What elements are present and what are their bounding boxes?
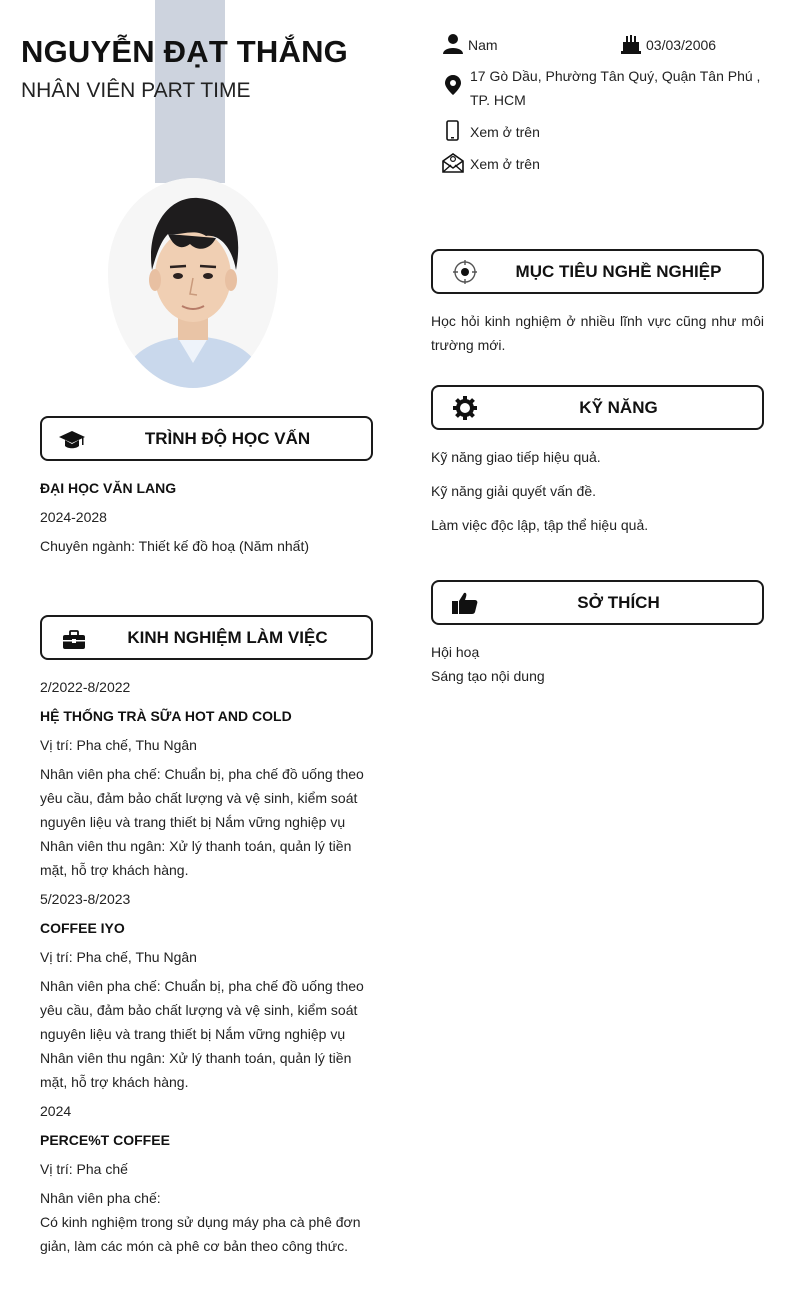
hobby-item-1: Hội hoạ (431, 644, 480, 660)
target-icon (451, 260, 479, 284)
user-icon (442, 33, 464, 55)
job-2-company: COFFEE IYO (40, 920, 125, 936)
phone-icon (442, 120, 464, 142)
profile-photo (108, 178, 278, 388)
contact-email (442, 152, 642, 176)
cake-icon (620, 33, 642, 55)
job-1-company: HỆ THỐNG TRÀ SỮA HOT AND COLD (40, 708, 292, 724)
job-3-period: 2024 (40, 1103, 72, 1119)
education-major: Chuyên ngành: Thiết kế đồ hoạ (Năm nhất) (40, 538, 310, 554)
address-value: 17 Gò Dầu, Phường Tân Quý, Quận Tân Phú , TP. HCM (470, 68, 761, 108)
contact-phone (442, 120, 642, 144)
contact-address (442, 64, 772, 112)
skill-item-1: Kỹ năng giao tiếp hiệu quả. (431, 449, 601, 465)
hobbies-header (431, 580, 764, 625)
job-1-position: Vị trí: Pha chế, Thu Ngân (40, 737, 197, 753)
job-2-description: Nhân viên pha chế: Chuẩn bị, pha chế đồ uống theo yêu cầu, đảm bảo chất lượng và vệ sinh, kiểm soát nguyên liệu và trang thiết bị Nắm vững nghiệp vụ Nhân viên thu ngân: Xử lý thanh toán, quản lý tiền mặt, hỗ trợ khách hàng. (40, 978, 364, 1090)
skills-header (431, 385, 764, 430)
job-1-period: 2/2022-8/2022 (40, 679, 131, 695)
job-3-company: PERCE%T COFFEE (40, 1132, 170, 1148)
skill-item-2: Kỹ năng giải quyết vấn đề. (431, 483, 597, 499)
briefcase-icon (60, 628, 88, 652)
contact-gender (442, 33, 612, 57)
objective-title: MỤC TIÊU NGHỀ NGHIỆP (515, 261, 722, 281)
hobby-item-2: Sáng tạo nội dung (431, 668, 545, 684)
map-pin-icon (442, 74, 464, 96)
experience-header (40, 615, 373, 660)
education-years: 2024-2028 (40, 509, 107, 525)
objective-text: Học hỏi kinh nghiệm ở nhiều lĩnh vực cũng như môi trường mới. (431, 313, 764, 353)
graduation-cap-icon (58, 428, 86, 452)
job-title: NHÂN VIÊN PART TIME (21, 79, 251, 102)
education-school: ĐẠI HỌC VĂN LANG (40, 480, 177, 496)
skills-title: KỸ NĂNG (579, 397, 658, 417)
job-2-period: 5/2023-8/2023 (40, 891, 131, 907)
phone-value: Xem ở trên (470, 124, 540, 140)
education-header (40, 416, 373, 461)
thumbs-up-icon (451, 591, 479, 615)
candidate-name: NGUYỄN ĐẠT THẮNG (21, 34, 348, 69)
experience-title: KINH NGHIỆM LÀM VIỆC (127, 627, 328, 647)
contact-birthdate (620, 33, 770, 57)
job-3-description: Nhân viên pha chế: Có kinh nghiệm trong sử dụng máy pha cà phê đơn giản, làm các món cà phê cơ bản theo công thức. (40, 1190, 361, 1254)
job-1-description: Nhân viên pha chế: Chuẩn bị, pha chế đồ uống theo yêu cầu, đảm bảo chất lượng và vệ sinh, kiểm soát nguyên liệu và trang thiết bị Nắm vững nghiệp vụ Nhân viên thu ngân: Xử lý thanh toán, quản lý tiền mặt, hỗ trợ khách hàng. (40, 766, 364, 878)
job-3-position: Vị trí: Pha chế (40, 1161, 128, 1177)
skill-item-3: Làm việc độc lập, tập thể hiệu quả. (431, 517, 649, 533)
gear-icon (451, 396, 479, 420)
birthdate-value: 03/03/2006 (646, 37, 717, 53)
job-2-position: Vị trí: Pha chế, Thu Ngân (40, 949, 197, 965)
education-title: TRÌNH ĐỘ HỌC VẤN (144, 428, 311, 448)
objective-header (431, 249, 764, 294)
gender-value: Nam (468, 37, 498, 53)
mail-icon (442, 152, 464, 174)
email-value: Xem ở trên (470, 156, 540, 172)
hobbies-title: SỞ THÍCH (577, 592, 660, 612)
